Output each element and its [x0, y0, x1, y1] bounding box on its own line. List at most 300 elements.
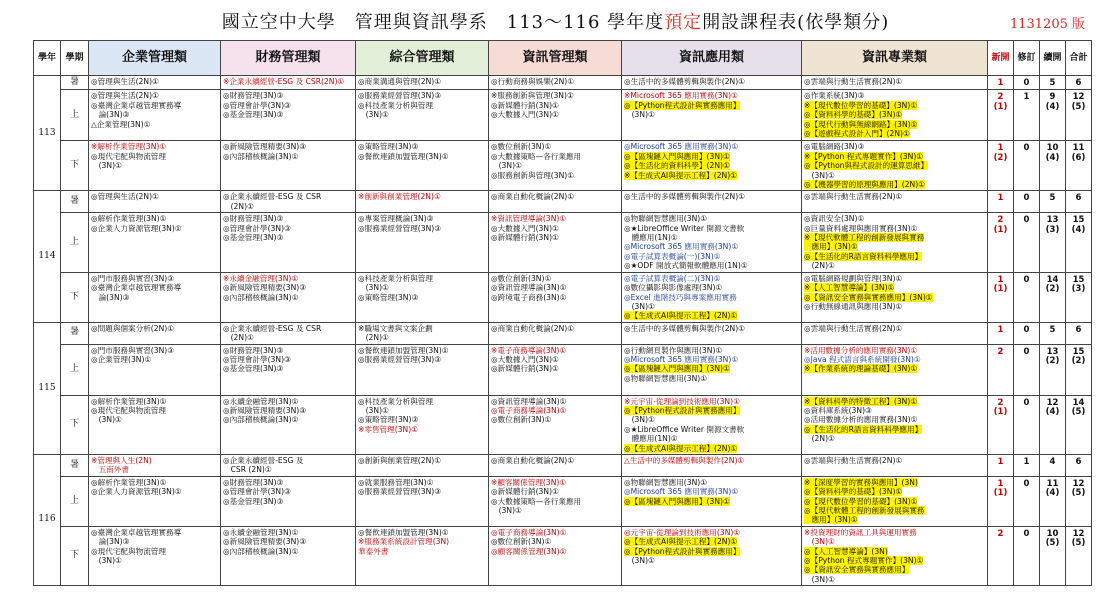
- course-line: ◎生活中的多媒體剪輯與製作(2N)①: [624, 192, 745, 202]
- course-cell-im: [489, 141, 622, 191]
- course-cell-ent: [89, 454, 221, 476]
- course-line: ◎電子商務導論(3N)①: [491, 527, 567, 537]
- course-line: ※管理與人生(2N): [91, 455, 152, 465]
- course-line: ◎管理會計學(3N)③: [223, 354, 291, 364]
- course-line: ◎【資料科學的基礎】(3N)①: [804, 487, 903, 497]
- course-cell-ent: [89, 272, 221, 322]
- course-line: ◎管理與生活(2N)①: [91, 192, 159, 202]
- course-line: ※【資料科學的特徵工程】(3N)①: [804, 396, 918, 406]
- course-line: ◎內部稽核概論(3N)①: [223, 415, 299, 425]
- count-continued: 5: [1040, 191, 1066, 213]
- course-cell-gen: [356, 344, 489, 395]
- course-cell-ent: [89, 476, 221, 526]
- course-line: 五南外書: [91, 465, 129, 475]
- semester-cell: 下: [61, 395, 89, 454]
- course-line: ◎顧客關係管理(3N)①: [491, 546, 567, 556]
- course-line: ◎生活中的多媒體剪輯與製作(2N)①: [624, 323, 745, 333]
- course-line: ◎行動商務與娛樂(2N)①: [491, 77, 575, 86]
- course-line: ◎電子試算表概論(二)(3N)①: [624, 273, 721, 283]
- course-line: ◎★LibreOffice Writer 開源文書軟: [624, 424, 745, 434]
- course-line: ◎【Python程式設計與實務應用】: [624, 405, 741, 415]
- course-cell-im: [489, 76, 622, 90]
- course-line: ◎管理會計學(3N)③: [223, 100, 291, 110]
- course-line: ◎電子試算表概論(一)(3N)①: [624, 251, 721, 261]
- count-new: 1 (1): [988, 272, 1014, 322]
- course-line: ※顧客關係管理(3N)①: [491, 477, 567, 487]
- course-cell-fin: [221, 272, 356, 322]
- course-line: ◎基金管理(3N)③: [223, 110, 284, 120]
- course-line: ◎臺灣企業卓越管理實務導: [91, 100, 182, 110]
- course-line: ※資訊管理導論(3N)①: [491, 214, 567, 224]
- course-line: ◎財務管理(3N)③: [223, 214, 284, 224]
- course-line: 華泰外書: [358, 546, 389, 556]
- course-line: ◎【遊戲程式設計入門】(2N)①: [804, 129, 910, 139]
- count-continued: 10 (4): [1040, 141, 1066, 191]
- col-cont: 續開: [1040, 41, 1066, 76]
- count-new: 2 (1): [988, 395, 1014, 454]
- count-continued: 12 (4): [1040, 395, 1066, 454]
- course-line: ◎餐飲連鎖加盟管理(3N)①: [358, 527, 449, 537]
- course-line: ◎電子商務導論(3N)①: [491, 405, 567, 415]
- course-line: ◎資訊管理導論(3N)①: [491, 283, 567, 293]
- course-cell-app: [622, 191, 802, 213]
- course-line: ◎【機器學習的原理與應用】(2N)①: [804, 180, 925, 190]
- course-line: ◎企業永續經營-ESG 及 CSR: [223, 323, 322, 333]
- course-line: ◎【生活化的R語言資料科學應用】: [804, 424, 923, 434]
- course-cell-pro: [802, 476, 988, 526]
- course-line: ◎雲端與行動生活實務(2N)①: [804, 77, 903, 86]
- course-line: ◎新風險管理精要(3N)③: [223, 283, 307, 293]
- course-line: ◎數位創新(3N)①: [491, 537, 552, 547]
- course-line: ◎Microsoft 365 應用實務(3N)①: [624, 354, 739, 364]
- count-continued: 10 (5): [1040, 526, 1066, 585]
- course-cell-ent: [89, 191, 221, 213]
- course-line: ◎Java 程式語言與系統開發(3N)①: [804, 354, 921, 364]
- course-line: ◎跨境電子商務(3N)①: [491, 292, 567, 302]
- count-new: 1: [988, 191, 1014, 213]
- count-total: 12 (5): [1066, 90, 1092, 141]
- count-continued: 5: [1040, 322, 1066, 344]
- course-line: ◎問題與個案分析(2N)①: [91, 323, 175, 333]
- course-line: ◎元宇宙-從理論到技術應用(3N)①: [624, 527, 741, 537]
- col-im: 資訊管理類: [489, 41, 622, 76]
- course-cell-im: [489, 322, 622, 344]
- count-total: 6: [1066, 191, 1092, 213]
- course-line: ◎巨量資料處理與應用實務(3N)①: [804, 223, 918, 233]
- table-row: [34, 344, 1092, 395]
- course-line: (2N)①: [358, 333, 389, 343]
- count-revised: 0: [1014, 322, 1040, 344]
- semester-cell: 上: [61, 476, 89, 526]
- count-total: 14 (5): [1066, 395, 1092, 454]
- course-line: ◎資料庫系統(3N)③: [804, 405, 872, 415]
- course-line: 應用】(3N)①: [804, 515, 858, 525]
- course-cell-gen: [356, 526, 489, 585]
- course-line: (3N)①: [624, 556, 655, 566]
- count-revised: 1: [1014, 90, 1040, 141]
- course-line: ◎物聯網智慧應用(3N)①: [624, 373, 708, 383]
- table-row: [34, 322, 1092, 344]
- course-line: ◎大數據入門(3N)①: [491, 110, 559, 120]
- course-cell-gen: [356, 76, 489, 90]
- table-row: [34, 526, 1092, 585]
- table-row: [34, 454, 1092, 476]
- course-line: ◎策略管理(3N)③: [358, 415, 419, 425]
- col-pro: 資訊專業類: [802, 41, 988, 76]
- course-cell-im: [489, 476, 622, 526]
- title-suffix: 開設課程表(依學類分): [702, 12, 890, 33]
- course-cell-pro: [802, 526, 988, 585]
- course-cell-app: [622, 90, 802, 141]
- course-line: 論(3N)③: [91, 537, 130, 547]
- course-line: ◎服務業經營管理(3N)③: [358, 91, 442, 101]
- course-line: ◎【生成式AI與提示工程】(2N)①: [624, 443, 738, 453]
- course-line: ◎企業管理(3N)①: [91, 354, 152, 364]
- course-line: ◎商業自動化概論(2N)①: [491, 323, 575, 333]
- semester-cell: 上: [61, 213, 89, 272]
- count-total: 15 (3): [1066, 272, 1092, 322]
- course-line: ◎物聯網智慧應用(3N)①: [624, 214, 708, 224]
- course-line: ◎【區塊鏈入門與應用】(3N)①: [624, 151, 730, 161]
- version-label: 1131205 版: [1009, 17, 1085, 32]
- course-cell-app: [622, 76, 802, 90]
- count-new: 1 (1): [988, 476, 1014, 526]
- course-line: ◎Excel 進階技巧與專案應用實務: [624, 292, 737, 302]
- course-line: ◎【Python程式設計與實務應用】: [624, 546, 741, 556]
- course-line: ◎現代宅配與物流管理: [91, 151, 166, 161]
- course-table: [33, 40, 1092, 586]
- course-line: ◎管理會計學(3N)③: [223, 487, 291, 497]
- count-continued: 13 (3): [1040, 213, 1066, 272]
- course-line: ◎【資訊安全實務與實務應用】: [804, 565, 910, 575]
- col-fin: 財務管理類: [221, 41, 356, 76]
- course-line: ◎臺灣企業卓越管理實務導: [91, 283, 182, 293]
- course-line: ◎【現代軟體工程的創新發展與實務: [804, 506, 925, 515]
- course-line: ◎餐飲連鎖加盟管理(3N)①: [358, 151, 449, 161]
- course-line: ※解析作業管理(3N)①: [91, 142, 167, 152]
- course-line: ◎電腦網路規劃與管理(3N)①: [804, 273, 903, 283]
- col-rev: 修訂: [1014, 41, 1040, 76]
- col-new: 新開: [988, 41, 1014, 76]
- course-line: ◎大數據入門(3N)①: [491, 354, 559, 364]
- col-total: 合計: [1066, 41, 1092, 76]
- course-line: ◎內部稽核概論(3N)①: [223, 292, 299, 302]
- course-cell-ent: [89, 141, 221, 191]
- course-line: ◎Microsoft 365 應用實務(3N)①: [624, 142, 739, 152]
- course-line: ◎企業人力資源管理(3N)①: [91, 223, 182, 233]
- course-line: ◎策略管理(3N)③: [358, 292, 419, 302]
- semester-cell: 上: [61, 344, 89, 395]
- course-cell-gen: [356, 90, 489, 141]
- count-revised: 0: [1014, 76, 1040, 90]
- course-cell-gen: [356, 322, 489, 344]
- table-row: [34, 76, 1092, 90]
- course-cell-im: [489, 272, 622, 322]
- course-cell-fin: [221, 76, 356, 90]
- course-line: ◎服務創新與管理(3N)①: [491, 170, 575, 180]
- title-bar: [0, 0, 1111, 40]
- table-row: [34, 272, 1092, 322]
- course-line: (2N)①: [804, 261, 835, 271]
- course-cell-fin: [221, 141, 356, 191]
- course-cell-im: [489, 526, 622, 585]
- count-continued: 5: [1040, 76, 1066, 90]
- course-line: (3N)①: [358, 283, 389, 293]
- course-line: ※【生成式AI與提示工程】(2N)①: [624, 170, 737, 180]
- course-line: ◎數位創新(3N)①: [491, 415, 552, 425]
- course-cell-im: [489, 454, 622, 476]
- count-total: 6: [1066, 322, 1092, 344]
- course-line: ◎餐飲連鎖加盟管理(3N)①: [358, 345, 449, 355]
- course-cell-ent: [89, 395, 221, 454]
- course-line: ※創新與創業管理(2N)①: [358, 192, 441, 202]
- course-line: ◎【區塊鏈入門與應用】(3N)①: [624, 364, 730, 374]
- course-line: ◎解析作業管理(3N)①: [91, 477, 167, 487]
- course-line: (3N)①: [358, 405, 389, 415]
- count-total: 12 (5): [1066, 526, 1092, 585]
- course-line: ◎資訊安全(3N)①: [804, 214, 865, 224]
- course-line: ◎【生活化的資料科學】(2N)①: [624, 161, 730, 171]
- table-row: [34, 395, 1092, 454]
- semester-cell: 上: [61, 90, 89, 141]
- course-line: ◎財務管理(3N)③: [223, 91, 284, 101]
- count-total: 6: [1066, 76, 1092, 90]
- course-line: ※投資理財的資訊工具與運用實務: [804, 527, 917, 537]
- course-line: ※【深度學習的實務與應用】(3N): [804, 477, 918, 487]
- table-row: [34, 191, 1092, 213]
- course-cell-im: [489, 191, 622, 213]
- course-line: ◎雲端與行動生活實務(2N)①: [804, 323, 903, 333]
- count-total: 6: [1066, 454, 1092, 476]
- course-line: ◎永續金融管理(3N)①: [223, 527, 299, 537]
- title-text: 國立空中大學 管理與資訊學系 113～116 學年度: [221, 12, 665, 33]
- course-line: ※服務業系統設計管理(3N): [358, 537, 450, 547]
- course-line: ◎商業自動化概論(2N)①: [491, 455, 575, 465]
- course-cell-fin: [221, 476, 356, 526]
- course-cell-pro: [802, 322, 988, 344]
- semester-cell: 暑: [61, 454, 89, 476]
- course-line: (3N)①: [804, 170, 835, 180]
- course-cell-ent: [89, 526, 221, 585]
- course-line: ※【作業系統的理論基礎】(3N)①: [804, 364, 918, 374]
- course-line: ◎行動無線通訊與應用(3N)①: [804, 301, 903, 311]
- course-line: CSR (2N)①: [223, 465, 272, 475]
- course-line: ◎【區塊鏈入門與應用】(3N)①: [624, 496, 730, 506]
- table-row: [34, 141, 1092, 191]
- count-new: 2 (1): [988, 213, 1014, 272]
- course-line: ◎就業服務管理(3N)①: [358, 477, 434, 487]
- course-line: ◎【資訊安全實務與實務應用】(3N)①: [804, 292, 933, 302]
- course-line: (2N)①: [223, 333, 254, 343]
- course-line: ◎專案管理概論(3N)③: [358, 214, 434, 224]
- title-highlight: 預定: [664, 12, 703, 33]
- count-total: 11 (6): [1066, 141, 1092, 191]
- course-line: ◎商業溝通與管理(2N)①: [358, 77, 442, 86]
- course-line: ◎數位創新(3N)①: [491, 142, 552, 152]
- course-cell-fin: [221, 191, 356, 213]
- course-line: ◎Microsoft 365 應用實務(3N)①: [624, 242, 739, 252]
- count-continued: 4: [1040, 454, 1066, 476]
- course-line: ◎企業永續經營-ESG 及 CSR: [223, 192, 322, 202]
- course-line: ※【Python 程式專題實作】(3N)①: [804, 151, 924, 161]
- course-line: ◎企業永續經營-ESG 及: [223, 455, 304, 465]
- course-cell-pro: [802, 213, 988, 272]
- course-cell-im: [489, 395, 622, 454]
- course-line: ◎企業人力資源管理(3N)①: [91, 487, 182, 497]
- count-continued: 13 (2): [1040, 344, 1066, 395]
- count-new: 1: [988, 322, 1014, 344]
- course-line: (3N)①: [804, 537, 835, 547]
- course-line: (3N)①: [624, 110, 655, 120]
- course-line: ◎【Python 程式專題實作】(3N)①: [804, 556, 924, 566]
- course-line: ◎【生活化的R語言資料科學應用】: [804, 251, 923, 261]
- count-revised: 0: [1014, 476, 1040, 526]
- course-line: △生活中的多媒體剪輯與製作(2N)①: [624, 455, 745, 465]
- col-gen: 綜合管理類: [356, 41, 489, 76]
- semester-cell: 下: [61, 526, 89, 585]
- course-line: ◎大數據策略—各行業應用: [491, 151, 582, 161]
- course-line: ◎大數據入門(3N)①: [491, 223, 559, 233]
- course-line: ◎財務管理(3N)③: [223, 477, 284, 487]
- course-line: ◎★LibreOffice Writer 開源文書軟: [624, 223, 745, 233]
- table-body: [34, 76, 1092, 586]
- course-cell-fin: [221, 322, 356, 344]
- course-line: ◎永續金融管理(3N)①: [223, 396, 299, 406]
- course-cell-app: [622, 213, 802, 272]
- semester-cell: 暑: [61, 322, 89, 344]
- course-line: ※元宇宙-從理論到技術應用(3N)①: [624, 396, 740, 406]
- course-line: ◎基金管理(3N)③: [223, 364, 284, 374]
- count-total: 15 (4): [1066, 213, 1092, 272]
- course-line: ◎活用數據分析的應用實務(3N)①: [804, 415, 918, 425]
- course-line: ◎商業自動化概論(2N)①: [491, 192, 575, 202]
- course-line: ◎服務業經營管理(3N)③: [358, 487, 442, 497]
- course-line: ◎門市服務與實習(3N)③: [91, 273, 175, 283]
- course-cell-gen: [356, 476, 489, 526]
- course-cell-fin: [221, 344, 356, 395]
- count-total: 12 (5): [1066, 476, 1092, 526]
- course-line: ◎資訊管理導論(3N)①: [491, 396, 567, 406]
- course-cell-fin: [221, 90, 356, 141]
- table-row: [34, 213, 1092, 272]
- course-line: ◎新媒體行銷(3N)①: [491, 100, 559, 110]
- course-line: (3N)①: [358, 110, 389, 120]
- course-line: ◎【生成式AI與提示工程】(2N)①: [624, 311, 738, 321]
- course-line: ◎物聯網智慧應用(3N)①: [624, 477, 708, 487]
- count-revised: 0: [1014, 213, 1040, 272]
- course-line: ◎科技產業分析與管理: [358, 273, 433, 283]
- course-line: ※Microsoft 365 應用實務(3N)①: [624, 91, 738, 101]
- course-line: (3N)①: [624, 301, 655, 311]
- col-app: 資訊應用類: [622, 41, 802, 76]
- course-line: ◎服務業經營管理(3N)③: [358, 354, 442, 364]
- course-line: ◎管理與生活(2N)①: [91, 91, 159, 101]
- course-line: ◎雲端與行動生活實務(2N)①: [804, 192, 903, 202]
- course-cell-pro: [802, 454, 988, 476]
- course-cell-pro: [802, 191, 988, 213]
- course-line: (3N)①: [91, 415, 122, 425]
- course-line: 應用】(3N)①: [804, 242, 858, 252]
- course-cell-gen: [356, 454, 489, 476]
- course-line: ◎門市服務與實習(3N)③: [91, 345, 175, 355]
- count-revised: 0: [1014, 395, 1040, 454]
- course-line: ◎【生成式AI與提示工程】(2N)①: [624, 537, 738, 547]
- course-line: ◎財務管理(3N)③: [223, 345, 284, 355]
- course-cell-fin: [221, 526, 356, 585]
- course-cell-app: [622, 476, 802, 526]
- count-new: 1 (2): [988, 141, 1014, 191]
- course-cell-app: [622, 322, 802, 344]
- semester-cell: 下: [61, 272, 89, 322]
- course-line: ※永續金融管理(3N)①: [223, 273, 299, 283]
- course-cell-app: [622, 526, 802, 585]
- course-cell-ent: [89, 344, 221, 395]
- course-line: (3N)①: [491, 161, 522, 171]
- count-new: 2: [988, 526, 1014, 585]
- course-line: ◎【Python程式設計與實務應用】: [624, 100, 741, 110]
- course-cell-gen: [356, 141, 489, 191]
- year-cell: 113: [34, 76, 61, 191]
- course-line: ◎【資料科學的基礎】(3N)①: [804, 110, 903, 120]
- course-line: ◎新媒體行銷(3N)①: [491, 364, 559, 374]
- course-line: ◎管理會計學(3N)③: [223, 223, 291, 233]
- course-line: 論(3N)③: [91, 110, 130, 120]
- course-cell-im: [489, 213, 622, 272]
- course-cell-gen: [356, 395, 489, 454]
- course-cell-gen: [356, 191, 489, 213]
- count-new: 2 (1): [988, 90, 1014, 141]
- course-line: ◎科技產業分析與管理: [358, 100, 433, 110]
- course-line: 體應用(1N)①: [624, 434, 678, 444]
- course-cell-ent: [89, 90, 221, 141]
- course-line: ※【現代軟體工程的創新發展與實務: [804, 233, 925, 243]
- course-line: ◎基金管理(3N)③: [223, 496, 284, 506]
- course-cell-app: [622, 141, 802, 191]
- course-line: ◎大數據策略—各行業應用: [491, 496, 582, 506]
- table-row: [34, 476, 1092, 526]
- year-cell: 116: [34, 454, 61, 585]
- course-line: ◎【人工智慧導論】(3N): [804, 546, 888, 556]
- count-new: 2: [988, 344, 1014, 395]
- course-line: ◎服務業經營管理(3N)③: [358, 223, 442, 233]
- year-cell: 115: [34, 322, 61, 454]
- course-line: ◎【Python與程式設計的運算思維】: [804, 161, 929, 171]
- course-line: ◎作業系統(3N)③: [804, 91, 865, 101]
- course-cell-app: [622, 344, 802, 395]
- count-continued: 14 (2): [1040, 272, 1066, 322]
- col-sem: 學期: [61, 41, 89, 76]
- course-cell-fin: [221, 213, 356, 272]
- course-cell-pro: [802, 344, 988, 395]
- count-revised: 0: [1014, 141, 1040, 191]
- course-cell-pro: [802, 141, 988, 191]
- course-line: ◎解析作業管理(3N)①: [91, 396, 167, 406]
- course-line: ※【人工智慧導論】(3N)①: [804, 283, 895, 293]
- course-line: (3N)①: [91, 161, 122, 171]
- course-line: ◎新媒體行銷(3N)①: [491, 487, 559, 497]
- count-revised: 0: [1014, 526, 1040, 585]
- course-cell-ent: [89, 213, 221, 272]
- course-cell-ent: [89, 76, 221, 90]
- count-new: 1: [988, 76, 1014, 90]
- course-cell-gen: [356, 213, 489, 272]
- course-line: (2N)①: [804, 434, 835, 444]
- course-line: ◎新媒體行銷(3N)①: [491, 233, 559, 243]
- course-cell-app: [622, 395, 802, 454]
- course-line: ◎Microsoft 365 應用實務(3N)①: [624, 487, 739, 497]
- count-continued: 11 (4): [1040, 476, 1066, 526]
- course-line: ◎現代宅配與物流管理: [91, 405, 166, 415]
